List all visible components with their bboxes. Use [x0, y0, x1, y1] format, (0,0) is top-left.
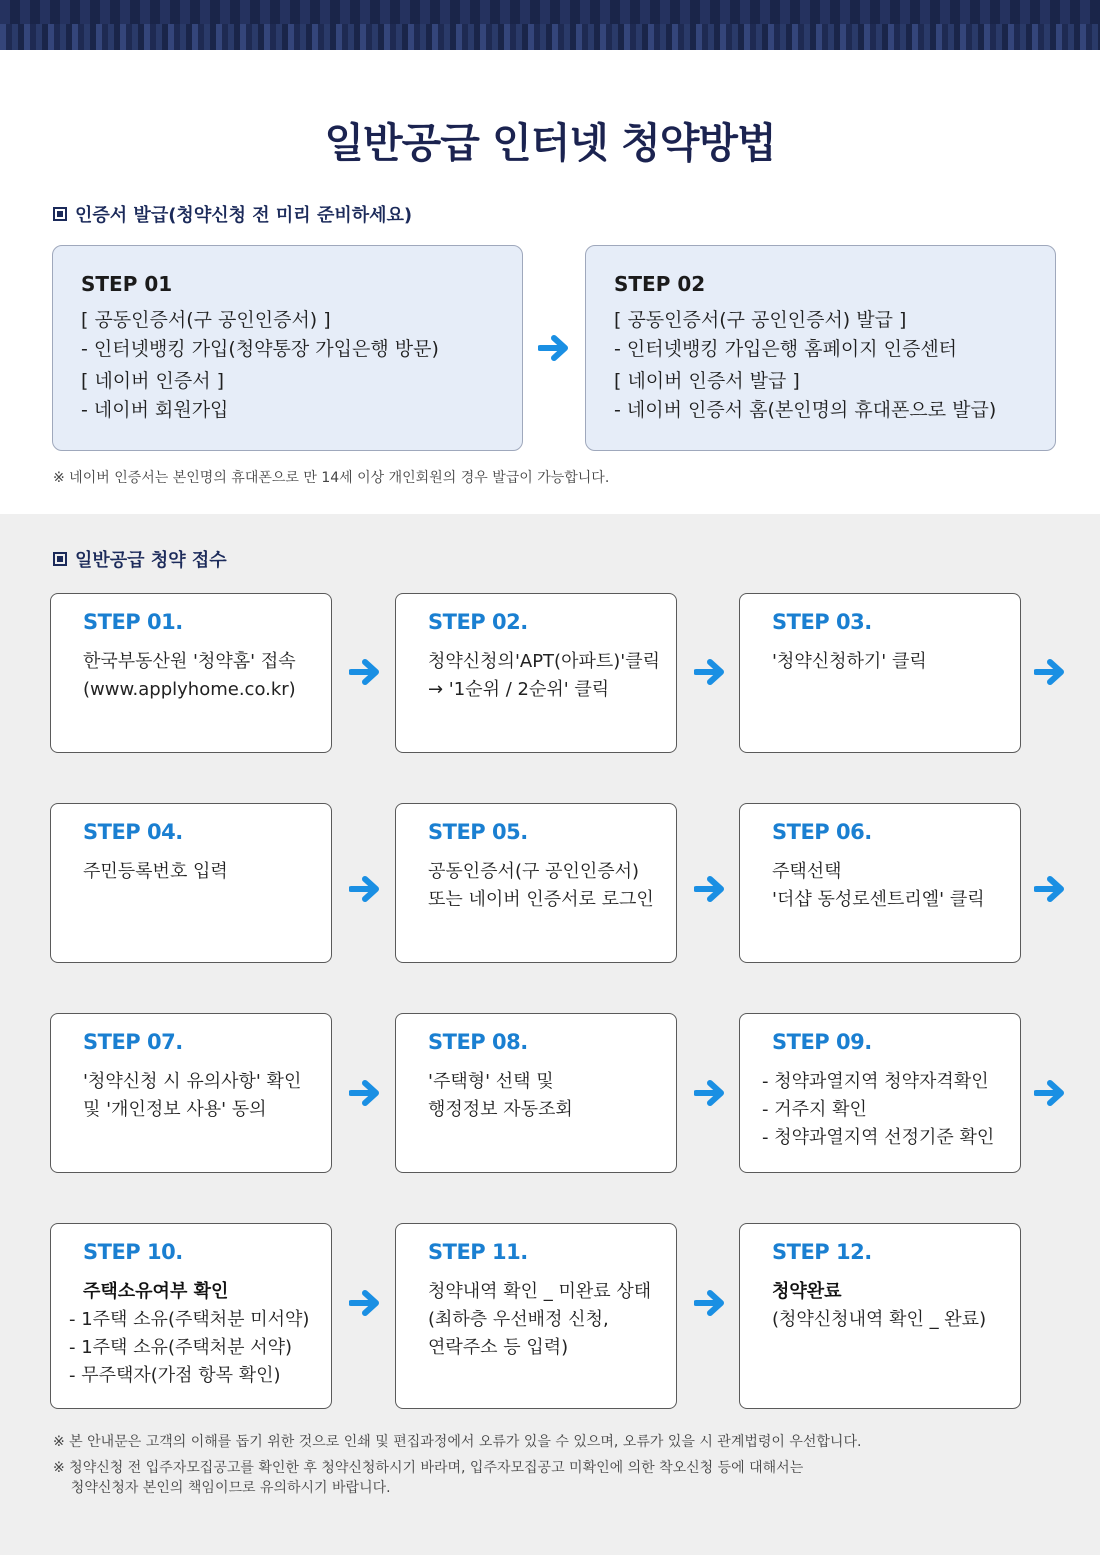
step-number: STEP 05. [428, 820, 528, 844]
step-line: → '1순위 / 2순위' 클릭 [428, 679, 610, 700]
footer-note-3: 청약신청자 본인의 책임이므로 유의하시기 바랍니다. [53, 1480, 391, 1496]
step-number: STEP 03. [772, 610, 872, 634]
cert-step-line: - 네이버 회원가입 [81, 399, 229, 421]
apply-step-card-8 [395, 1013, 677, 1173]
apply-step-card-11 [395, 1223, 677, 1409]
cert-step-line: [ 공동인증서(구 공인인증서) 발급 ] [614, 309, 907, 331]
step-number: STEP 12. [772, 1240, 872, 1264]
cert-note: ※ 네이버 인증서는 본인명의 휴대폰으로 만 14세 이상 개인회원의 경우 발급이 가능합니다. [53, 470, 610, 486]
cert-step-line: - 인터넷뱅킹 가입(청약통장 가입은행 방문) [81, 338, 439, 360]
apply-step-card-4 [50, 803, 332, 963]
step-line: - 청약과열지역 선정기준 확인 [762, 1127, 995, 1148]
apply-step-card-6 [739, 803, 1021, 963]
step-number: STEP 07. [83, 1030, 183, 1054]
apply-step-card-10 [50, 1223, 332, 1409]
step-line: - 1주택 소유(주택처분 미서약) [69, 1309, 310, 1330]
step-bold-line: 주택소유여부 확인 [83, 1281, 229, 1302]
apply-step-card-9 [739, 1013, 1021, 1173]
step-line: 및 '개인정보 사용' 동의 [83, 1099, 267, 1120]
step-line: - 무주택자(가점 항목 확인) [69, 1365, 281, 1386]
footer-note-1: ※ 본 안내문은 고객의 이해를 돕기 위한 것으로 인쇄 및 편집과정에서 오류가 있을 수 있으며, 오류가 있을 시 관계법령이 우선합니다. [53, 1434, 862, 1450]
arrow-right-icon [1034, 876, 1066, 902]
step-number: STEP 11. [428, 1240, 528, 1264]
arrow-right-icon [349, 1290, 381, 1316]
apply-section-heading [53, 546, 227, 572]
cert-section-heading [53, 201, 412, 227]
footer-note-2: ※ 청약신청 전 입주자모집공고를 확인한 후 청약신청하시기 바라며, 입주자모집공고 미확인에 의한 착오신청 등에 대해서는 [53, 1460, 804, 1476]
cert-step-line: - 네이버 인증서 홈(본인명의 휴대폰으로 발급) [614, 399, 997, 421]
step-line: 주민등록번호 입력 [83, 861, 228, 882]
arrow-right-icon [694, 1290, 726, 1316]
step-line: 연락주소 등 입력) [428, 1337, 569, 1358]
step-number: STEP 09. [772, 1030, 872, 1054]
arrow-right-icon [349, 876, 381, 902]
apply-step-card-2 [395, 593, 677, 753]
step-line: 행정정보 자동조회 [428, 1099, 573, 1120]
step-line: '주택형' 선택 및 [428, 1071, 554, 1092]
arrow-right-icon [1034, 659, 1066, 685]
apply-step-card-1 [50, 593, 332, 753]
step-number: STEP 08. [428, 1030, 528, 1054]
top-pattern-band [0, 0, 1100, 50]
step-number: STEP 06. [772, 820, 872, 844]
step-bold-line: 청약완료 [772, 1281, 842, 1302]
apply-step-card-7 [50, 1013, 332, 1173]
step-line: 청약내역 확인 _ 미완료 상태 [428, 1281, 652, 1302]
apply-section-heading-text: 일반공급 청약 접수 [75, 550, 227, 571]
cert-step-line: [ 네이버 인증서 ] [81, 370, 225, 392]
cert-step-line: - 인터넷뱅킹 가입은행 홈페이지 인증센터 [614, 338, 958, 360]
step-line: 한국부동산원 '청약홈' 접속 [83, 651, 296, 672]
step-line: 주택선택 [772, 861, 842, 882]
apply-step-card-5 [395, 803, 677, 963]
step-line: 공동인증서(구 공인인증서) [428, 861, 640, 882]
square-bullet-icon [53, 207, 67, 221]
step-line: - 거주지 확인 [762, 1099, 867, 1120]
arrow-right-icon [349, 659, 381, 685]
cert-step-label: STEP 02 [614, 272, 706, 296]
step-line: 청약신청의'APT(아파트)'클릭 [428, 651, 660, 672]
step-line: '청약신청 시 유의사항' 확인 [83, 1071, 302, 1092]
cert-step-label: STEP 01 [81, 272, 173, 296]
step-number: STEP 01. [83, 610, 183, 634]
apply-step-card-12 [739, 1223, 1021, 1409]
step-line: '더샵 동성로센트리엘' 클릭 [772, 889, 985, 910]
arrow-right-icon [694, 1080, 726, 1106]
arrow-right-icon [538, 335, 570, 361]
step-line: (최하층 우선배정 신청, [428, 1309, 609, 1330]
arrow-right-icon [1034, 1080, 1066, 1106]
cert-section-heading-text: 인증서 발급(청약신청 전 미리 준비하세요) [75, 205, 413, 226]
step-line: (www.applyhome.co.kr) [83, 679, 296, 700]
apply-step-card-3 [739, 593, 1021, 753]
step-number: STEP 02. [428, 610, 528, 634]
arrow-right-icon [694, 876, 726, 902]
step-line: (청약신청내역 확인 _ 완료) [772, 1309, 987, 1330]
step-number: STEP 04. [83, 820, 183, 844]
cert-step-card-1 [52, 245, 523, 451]
step-line: - 청약과열지역 청약자격확인 [762, 1071, 989, 1092]
step-line: 또는 네이버 인증서로 로그인 [428, 889, 654, 910]
step-line: '청약신청하기' 클릭 [772, 651, 927, 672]
arrow-right-icon [349, 1080, 381, 1106]
page-title: 일반공급 인터넷 청약방법 [324, 119, 776, 167]
cert-step-line: [ 네이버 인증서 발급 ] [614, 370, 800, 392]
cert-step-card-2 [585, 245, 1056, 451]
arrow-right-icon [694, 659, 726, 685]
step-number: STEP 10. [83, 1240, 183, 1264]
square-bullet-icon [53, 552, 67, 566]
cert-step-line: [ 공동인증서(구 공인인증서) ] [81, 309, 331, 331]
step-line: - 1주택 소유(주택처분 서약) [69, 1337, 293, 1358]
